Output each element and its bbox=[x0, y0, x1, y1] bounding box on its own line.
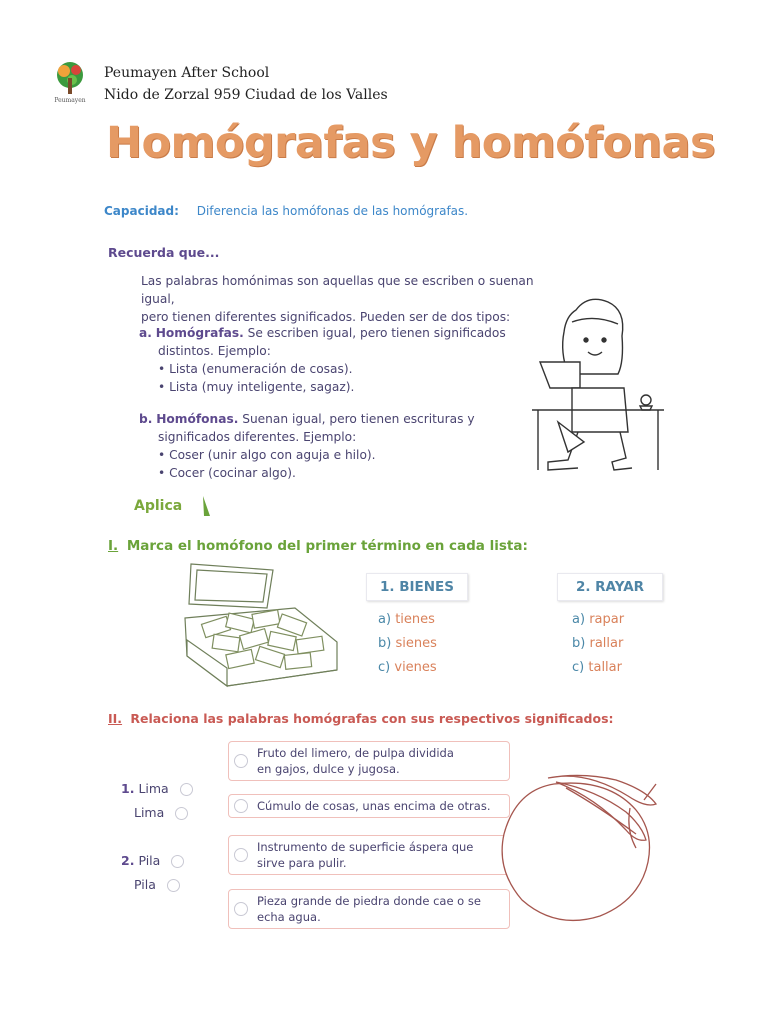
section-homografas bbox=[139, 324, 519, 396]
answer-circle[interactable] bbox=[180, 783, 193, 796]
section-text: significados diferentes. Ejemplo: bbox=[158, 430, 357, 444]
answer-circle[interactable] bbox=[234, 848, 248, 862]
aplica-heading: Aplica bbox=[134, 498, 183, 514]
option-letter: b) bbox=[572, 636, 586, 651]
school-info bbox=[104, 62, 388, 106]
answer-circle[interactable] bbox=[234, 902, 248, 916]
definition-line: echa agua. bbox=[257, 910, 321, 924]
option-item[interactable] bbox=[572, 632, 624, 656]
list2-options bbox=[572, 608, 624, 680]
option-item[interactable] bbox=[378, 632, 437, 656]
exercise-text: Marca el homófono del primer término en cada lista: bbox=[126, 538, 528, 554]
example-line: • Lista (muy inteligente, sagaz). bbox=[158, 380, 355, 394]
girl-sewing-illustration bbox=[528, 292, 668, 482]
example-line: • Coser (unir algo con aguja e hilo). bbox=[158, 448, 376, 462]
option-word: sienes bbox=[395, 636, 437, 651]
exercise1-instruction bbox=[108, 538, 528, 554]
section-homofonas bbox=[139, 410, 519, 482]
section-term: Homógrafas. bbox=[155, 326, 244, 340]
definition-line: Cúmulo de cosas, unas encima de otras. bbox=[257, 799, 491, 813]
intro-line: pero tienen diferentes significados. Pueden ser de dos tipos: bbox=[141, 310, 511, 324]
option-letter: c) bbox=[572, 660, 585, 675]
svg-text:Peumayen: Peumayen bbox=[54, 97, 86, 104]
option-letter: c) bbox=[378, 660, 391, 675]
list2-header: 2. RAYAR bbox=[557, 573, 663, 601]
definition-line: en gajos, dulce y jugosa. bbox=[257, 762, 400, 776]
list1-header: 1. BIENES bbox=[366, 573, 468, 601]
definition-line: Fruto del limero, de pulpa dividida bbox=[257, 746, 454, 760]
definition-line: Pieza grande de piedra donde cae o se bbox=[257, 894, 481, 908]
option-word: rallar bbox=[589, 636, 624, 651]
word-number: 1. bbox=[121, 781, 135, 796]
option-item[interactable] bbox=[572, 608, 624, 632]
answer-circle[interactable] bbox=[171, 855, 184, 868]
word-item bbox=[134, 877, 180, 892]
option-letter: a) bbox=[572, 612, 586, 627]
exercise-number: II. bbox=[108, 711, 123, 726]
definition-box[interactable] bbox=[228, 741, 510, 781]
example-line: • Cocer (cocinar algo). bbox=[158, 466, 296, 480]
school-address: Nido de Zorzal 959 Ciudad de los Valles bbox=[104, 87, 388, 103]
page-title: Homógrafas y homófonas bbox=[106, 118, 716, 168]
capacidad-text: Diferencia las homófonas de las homógrafas. bbox=[196, 204, 469, 218]
option-item[interactable] bbox=[378, 656, 437, 680]
tree-logo-icon bbox=[52, 60, 88, 104]
option-item[interactable] bbox=[572, 656, 624, 680]
answer-circle[interactable] bbox=[234, 799, 248, 813]
section-letter: b. bbox=[139, 412, 153, 426]
answer-circle[interactable] bbox=[167, 879, 180, 892]
aplica-mark-icon bbox=[200, 494, 212, 518]
section-text: Se escriben igual, pero tienen significados bbox=[247, 326, 506, 340]
answer-circle[interactable] bbox=[234, 754, 248, 768]
section-text: Suenan igual, pero tienen escrituras y bbox=[242, 412, 475, 426]
option-word: vienes bbox=[394, 660, 437, 675]
definition-line: Instrumento de superficie áspera que bbox=[257, 840, 474, 854]
lime-fruit-illustration bbox=[496, 770, 662, 930]
recuerda-heading: Recuerda que... bbox=[108, 245, 220, 260]
option-word: tallar bbox=[588, 660, 622, 675]
word-label: Lima bbox=[138, 781, 169, 796]
definition-box[interactable] bbox=[228, 835, 510, 875]
capacidad-row bbox=[104, 204, 468, 218]
capacidad-label: Capacidad: bbox=[104, 204, 179, 218]
word-label: Pila bbox=[134, 877, 156, 892]
option-item[interactable] bbox=[378, 608, 437, 632]
school-name: Peumayen After School bbox=[104, 65, 270, 81]
word-item bbox=[121, 853, 184, 868]
intro-line: Las palabras homónimas son aquellas que se escriben o suenan igual, bbox=[141, 274, 534, 306]
option-word: tienes bbox=[395, 612, 435, 627]
word-item bbox=[121, 781, 193, 796]
word-item bbox=[134, 805, 188, 820]
exercise-text: Relaciona las palabras homógrafas con sus respectivos significados: bbox=[130, 711, 614, 726]
section-letter: a. bbox=[139, 326, 152, 340]
list1-options bbox=[378, 608, 437, 680]
word-label: Lima bbox=[134, 805, 165, 820]
section-text: distintos. Ejemplo: bbox=[158, 344, 271, 358]
section-term: Homófonas. bbox=[156, 412, 239, 426]
definition-box[interactable] bbox=[228, 889, 510, 929]
exercise-number: I. bbox=[108, 538, 119, 554]
definition-box[interactable] bbox=[228, 794, 510, 818]
word-label: Pila bbox=[138, 853, 161, 868]
option-word: rapar bbox=[589, 612, 625, 627]
definition-line: sirve para pulir. bbox=[257, 856, 347, 870]
exercise2-instruction bbox=[108, 711, 614, 726]
intro-paragraph bbox=[141, 272, 561, 326]
example-line: • Lista (enumeración de cosas). bbox=[158, 362, 353, 376]
word-number: 2. bbox=[121, 853, 135, 868]
option-letter: a) bbox=[378, 612, 392, 627]
answer-circle[interactable] bbox=[175, 807, 188, 820]
option-letter: b) bbox=[378, 636, 392, 651]
money-briefcase-illustration bbox=[183, 560, 343, 692]
